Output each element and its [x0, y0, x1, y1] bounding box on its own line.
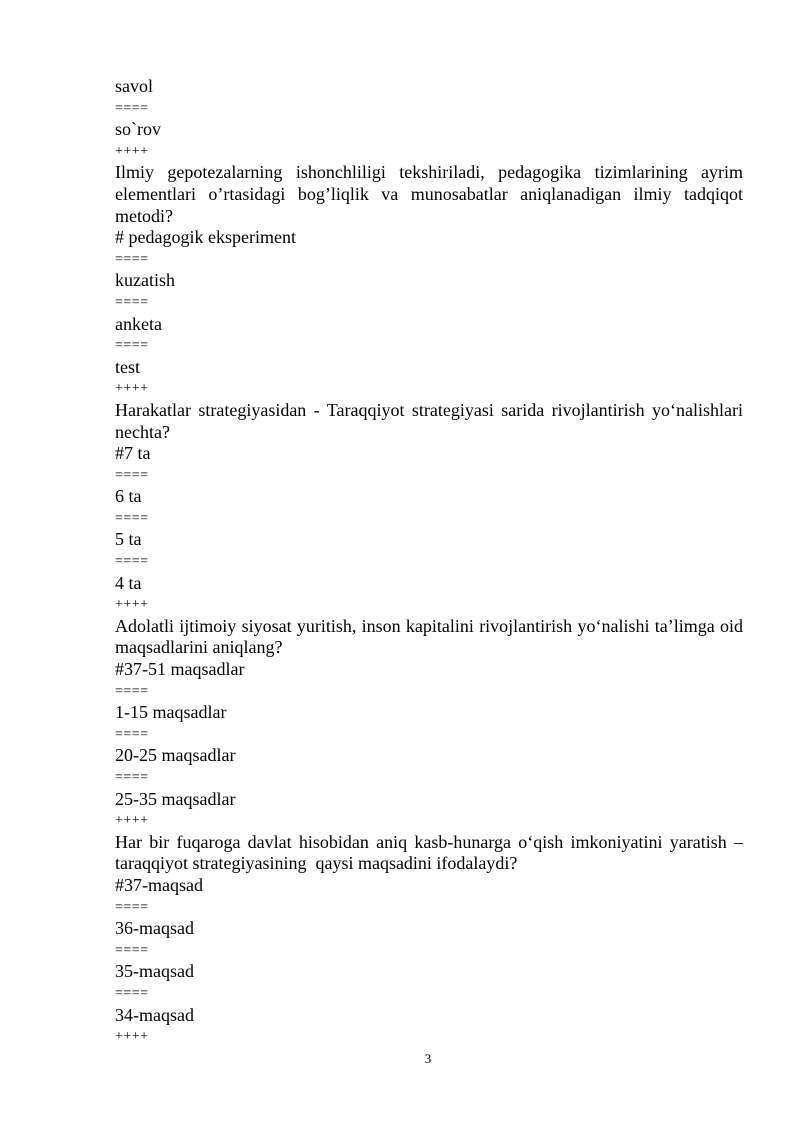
separator-line: ==== — [115, 554, 149, 570]
document-body — [115, 76, 748, 1048]
separator-line: ++++ — [115, 143, 149, 159]
text-line: 35-maqsad — [115, 961, 194, 982]
separator-line: ==== — [115, 251, 149, 267]
text-line: #7 ta — [115, 443, 151, 464]
separator-line: ==== — [115, 467, 149, 483]
text-line: # pedagogik eksperiment — [115, 227, 296, 248]
separator-line: ==== — [115, 294, 149, 310]
text-line: so`rov — [115, 119, 161, 140]
separator-line: ==== — [115, 338, 149, 354]
text-line: kuzatish — [115, 270, 175, 291]
text-line: 36-maqsad — [115, 918, 194, 939]
text-line: 4 ta — [115, 572, 142, 593]
separator-line: ==== — [115, 899, 149, 915]
separator-line: ==== — [115, 942, 149, 958]
text-line: 6 ta — [115, 486, 142, 507]
text-line: savol — [115, 76, 153, 96]
separator-line: ==== — [115, 985, 149, 1001]
separator-line: ==== — [115, 100, 149, 116]
text-line: test — [115, 356, 140, 377]
separator-line: ==== — [115, 510, 149, 526]
separator-line: ==== — [115, 683, 149, 699]
separator-line: ++++ — [115, 381, 149, 397]
separator-line: ++++ — [115, 1029, 149, 1045]
text-line: 34-maqsad — [115, 1004, 194, 1025]
text-line: 5 ta — [115, 529, 142, 550]
text-line: #37-51 maqsadlar — [115, 659, 245, 680]
separator-line: ++++ — [115, 813, 149, 829]
text-line: anketa — [115, 313, 162, 334]
text-line: #37-maqsad — [115, 874, 203, 895]
text-line: Harakatlar strategiyasidan - Taraqqiyot strategiyasi sarida rivojlantirish yo‘nalishlari nechta? — [115, 399, 748, 442]
text-line: Har bir fuqaroga davlat hisobidan aniq kasb-hunarga o‘qish imkoniyatini yaratish – taraqqiyot strategiyasining qaysi maqsadini ifodalaydi? — [115, 831, 748, 874]
separator-line: ==== — [115, 770, 149, 785]
text-line: Ilmiy gepotezalarning ishonchliligi tekshiriladi, pedagogika tizimlarining ayrim elementlari o’rtasidagi bog’liqlik va munosabatlar aniqlanadigan ilmiy tadqiqot metodi? — [115, 162, 748, 226]
separator-line: ==== — [115, 726, 149, 742]
text-line: 25-35 maqsadlar — [115, 788, 236, 809]
text-line: 20-25 maqsadlar — [115, 745, 236, 766]
separator-line: ++++ — [115, 597, 149, 613]
text-line: Adolatli ijtimoiy siyosat yuritish, inson kapitalini rivojlantirish yo‘nalishi ta’limga oid maqsadlarini aniqlang? — [115, 615, 748, 658]
page-number: 3 — [424, 1051, 432, 1066]
text-line: 1-15 maqsadlar — [115, 702, 227, 723]
